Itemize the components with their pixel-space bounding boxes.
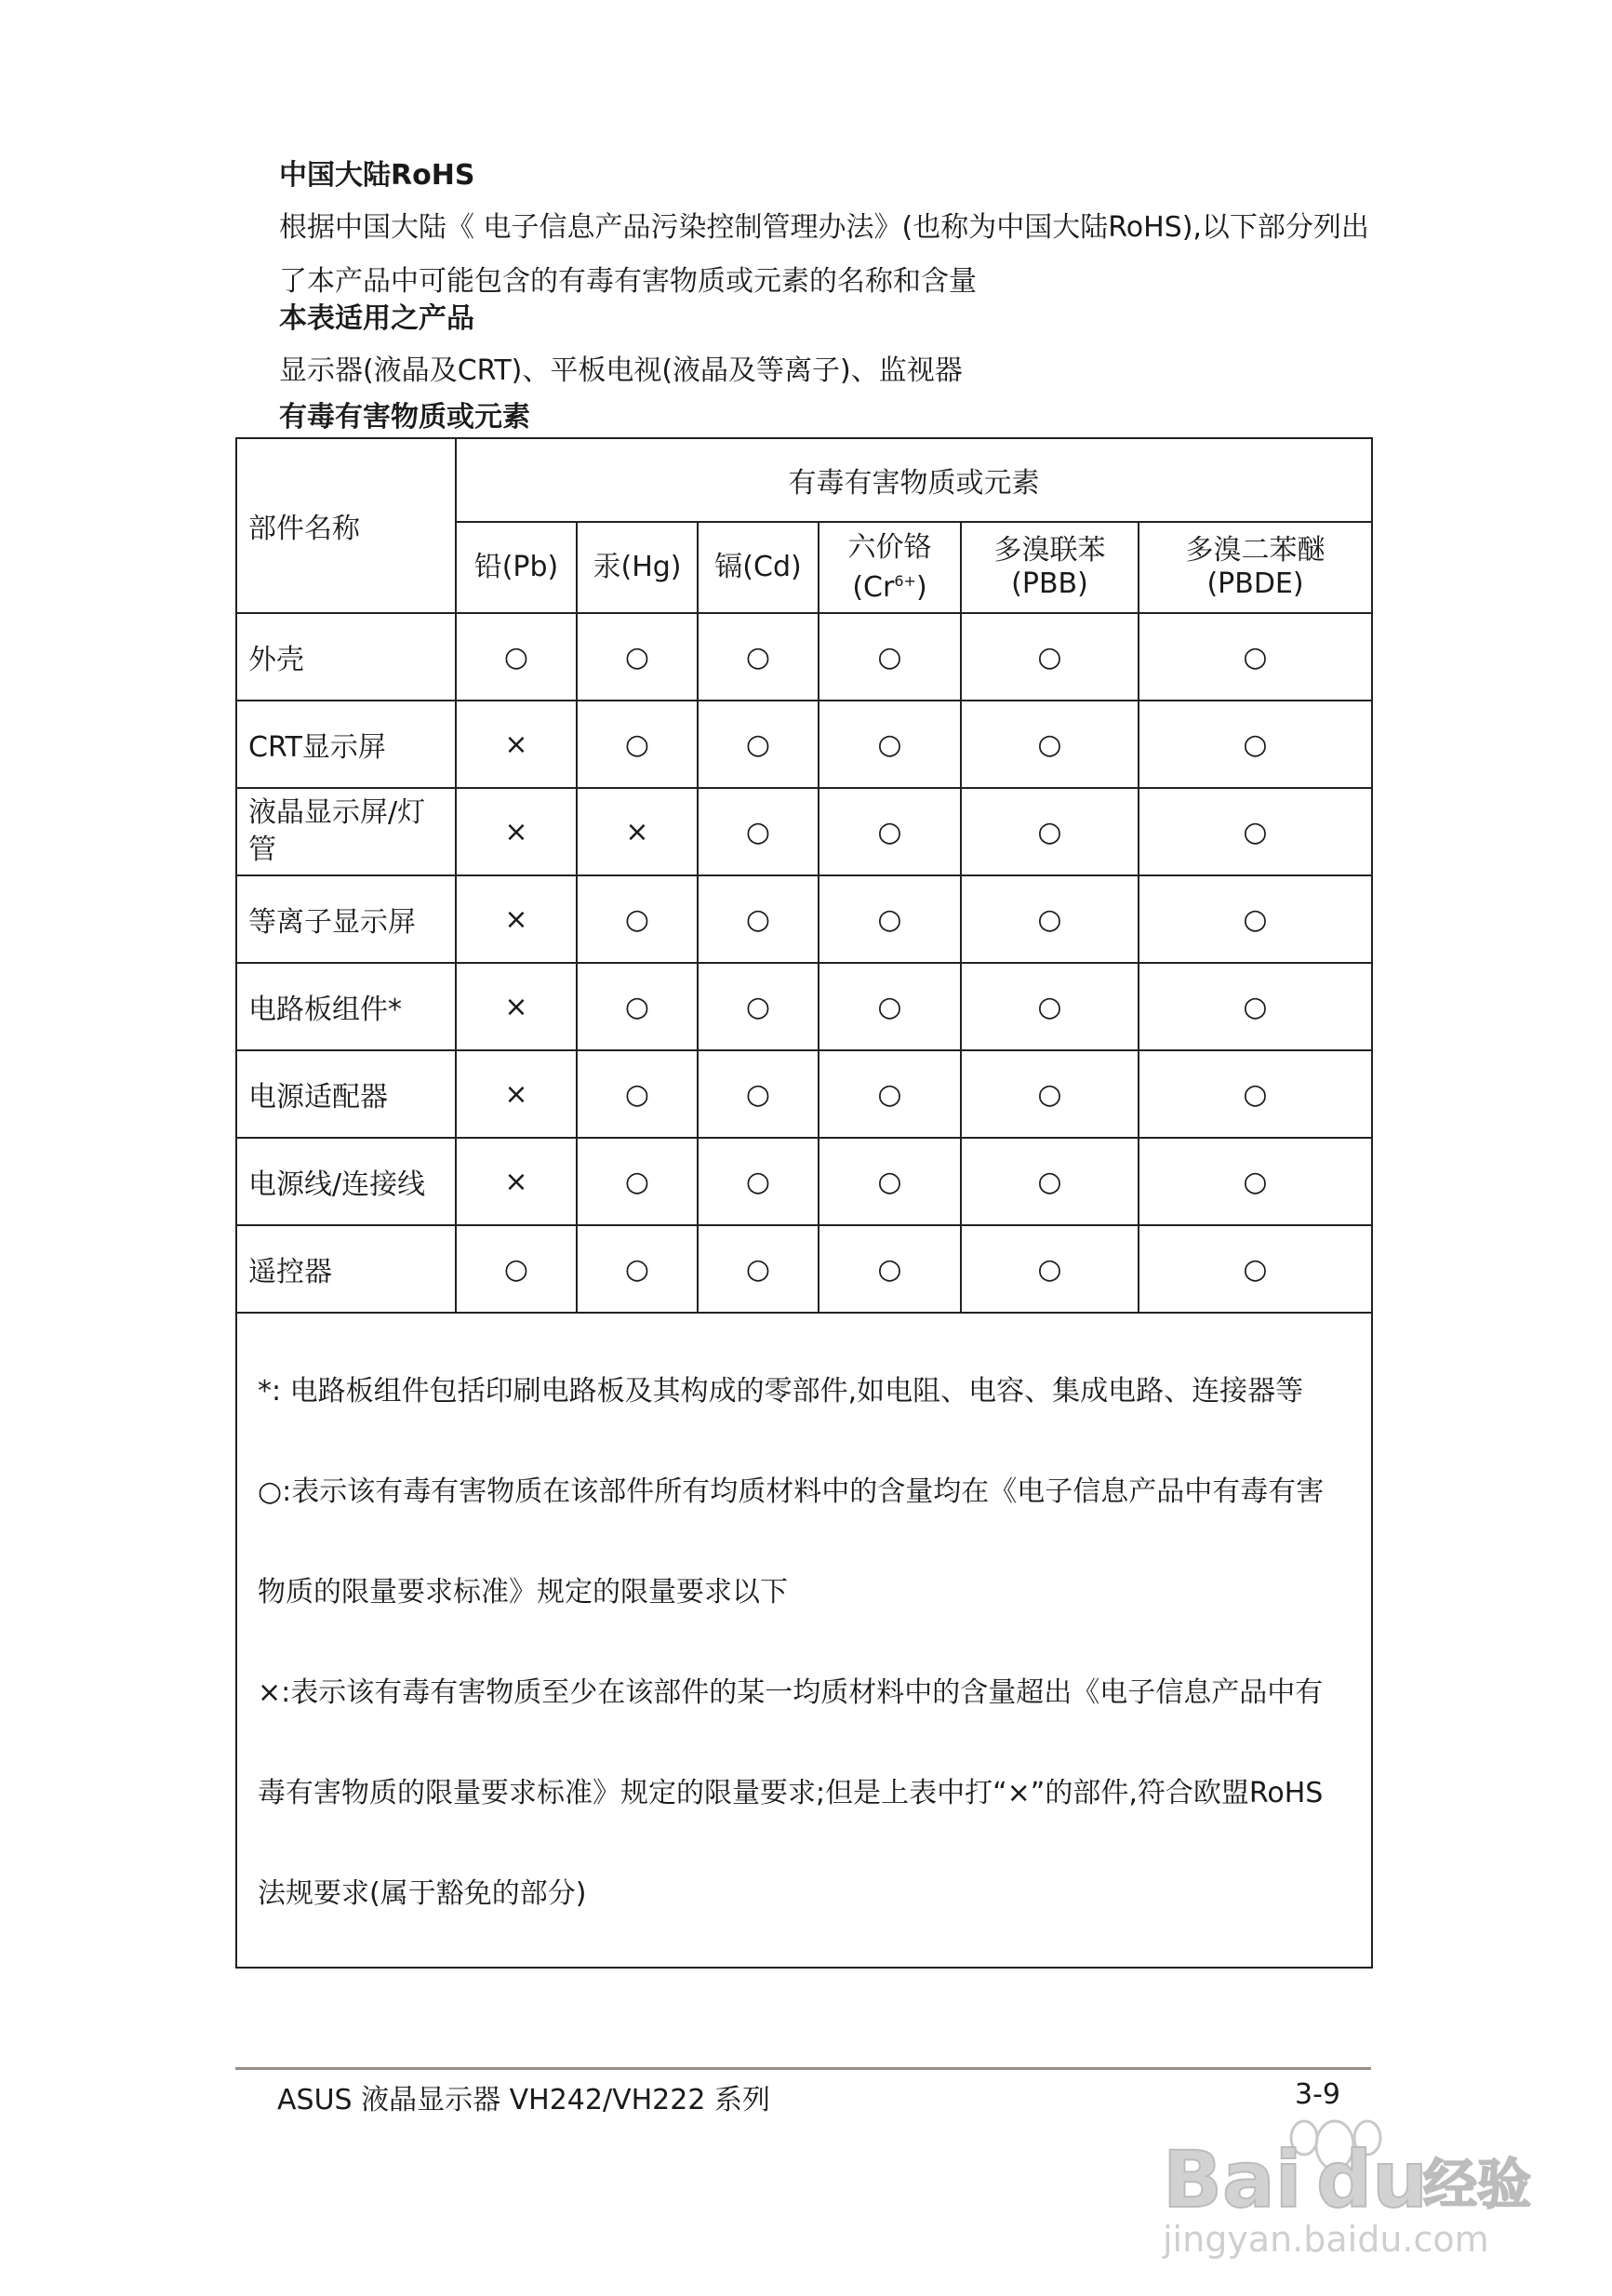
mark-cell: ○ — [1139, 1225, 1372, 1313]
watermark-cn: 经验 — [1423, 2153, 1532, 2216]
table-row — [236, 613, 1372, 701]
mark-cell: ○ — [577, 701, 698, 788]
col-header-pbb: 多溴联苯 (PBB) — [961, 522, 1139, 613]
mark-cell: × — [456, 875, 577, 963]
mark-cell: ○ — [819, 1225, 961, 1313]
table-title: 有毒有害物质或元素 — [279, 401, 530, 434]
mark-cell: ○ — [577, 1050, 698, 1138]
mark-cell: ○ — [698, 788, 819, 875]
table-row — [236, 1138, 1372, 1225]
part-name: 电源适配器 — [236, 1050, 456, 1138]
intro-paragraph: 根据中国大陆《 电子信息产品污染控制管理办法》(也称为中国大陆RoHS),以下部分列出了本产品中可能包含的有毒有害物质或元素的名称和含量 — [279, 211, 1369, 298]
mark-cell: ○ — [577, 1225, 698, 1313]
mark-cell: ○ — [698, 963, 819, 1050]
footer-rule — [235, 2067, 1371, 2070]
mark-cell: ○ — [961, 701, 1139, 788]
mark-cell: ○ — [577, 1138, 698, 1225]
mark-cell: ○ — [961, 1225, 1139, 1313]
mark-cell: ○ — [698, 875, 819, 963]
mark-cell: ○ — [1139, 875, 1372, 963]
mark-cell: ○ — [698, 1138, 819, 1225]
part-name: CRT显示屏 — [236, 701, 456, 788]
mark-cell: ○ — [819, 788, 961, 875]
section-title: 中国大陆RoHS — [279, 159, 475, 192]
notes-cell — [236, 1313, 1372, 1968]
mark-cell: ○ — [961, 963, 1139, 1050]
note-asterisk: *: 电路板组件包括印刷电路板及其构成的零部件,如电阻、电容、集成电路、连接器等 — [258, 1375, 1304, 1408]
part-name: 电源线/连接线 — [236, 1138, 456, 1225]
part-name: 液晶显示屏/灯管 — [236, 788, 456, 875]
notes-row — [236, 1313, 1372, 1968]
mark-cell: × — [456, 788, 577, 875]
footer-text: ASUS 液晶显示器 VH242/VH222 系列 — [277, 2084, 770, 2116]
mark-cell: ○ — [577, 963, 698, 1050]
rohs-table — [235, 437, 1373, 1969]
scope-title: 本表适用之产品 — [279, 302, 474, 335]
mark-cell: ○ — [961, 788, 1139, 875]
table-row — [236, 963, 1372, 1050]
mark-cell: ○ — [961, 613, 1139, 701]
table-row — [236, 875, 1372, 963]
watermark-brand2: du — [1316, 2134, 1428, 2225]
mark-cell: ○ — [819, 963, 961, 1050]
note-circle: ○:表示该有毒有害物质在该部件所有均质材料中的含量均在《电子信息产品中有毒有害物质的限量要求标准》规定的限量要求以下 — [258, 1475, 1325, 1609]
table-row — [236, 1050, 1372, 1138]
mark-cell: ○ — [577, 875, 698, 963]
mark-cell: ○ — [819, 1050, 961, 1138]
col-header-hg: 汞(Hg) — [577, 522, 698, 613]
mark-cell: ○ — [1139, 613, 1372, 701]
mark-cell: ○ — [698, 1225, 819, 1313]
mark-cell: ○ — [961, 1050, 1139, 1138]
mark-cell: × — [577, 788, 698, 875]
part-header: 部件名称 — [236, 438, 456, 613]
mark-cell: ○ — [577, 613, 698, 701]
table-row — [236, 788, 1372, 875]
col-header-cd: 镉(Cd) — [698, 522, 819, 613]
mark-cell: ○ — [1139, 1138, 1372, 1225]
mark-cell: ○ — [961, 875, 1139, 963]
mark-cell: ○ — [1139, 963, 1372, 1050]
mark-cell: ○ — [1139, 701, 1372, 788]
part-name: 等离子显示屏 — [236, 875, 456, 963]
mark-cell: × — [456, 1138, 577, 1225]
mark-cell: ○ — [698, 613, 819, 701]
page-number: 3-9 — [1295, 2078, 1340, 2111]
mark-cell: ○ — [1139, 788, 1372, 875]
baidu-watermark — [1144, 2102, 1535, 2261]
table-row — [236, 1225, 1372, 1313]
part-name: 电路板组件* — [236, 963, 456, 1050]
col-header-cr6: 六价铬 $(Cr^{6+})$ — [819, 522, 961, 613]
part-name: 外壳 — [236, 613, 456, 701]
mark-cell: ○ — [819, 701, 961, 788]
cr-superscript: 6+ — [894, 571, 916, 590]
part-name: 遥控器 — [236, 1225, 456, 1313]
table-row — [236, 701, 1372, 788]
watermark-brand: Bai — [1163, 2134, 1302, 2225]
mark-cell: ○ — [698, 701, 819, 788]
group-header: 有毒有害物质或元素 — [456, 438, 1372, 522]
mark-cell: ○ — [456, 613, 577, 701]
mark-cell: × — [456, 963, 577, 1050]
mark-cell: ○ — [698, 1050, 819, 1138]
watermark-url: jingyan.baidu.com — [1163, 2219, 1489, 2260]
col-header-pbde: 多溴二苯醚 (PBDE) — [1139, 522, 1372, 613]
mark-cell: × — [456, 701, 577, 788]
mark-cell: ○ — [819, 875, 961, 963]
mark-cell: ○ — [961, 1138, 1139, 1225]
note-cross: ×:表示该有毒有害物质至少在该部件的某一均质材料中的含量超出《电子信息产品中有毒有害物质的限量要求标准》规定的限量要求;但是上表中打“×”的部件,符合欧盟RoHS法规要求(属于豁免的部分) — [258, 1676, 1324, 1910]
col-header-pb: 铅(Pb) — [456, 522, 577, 613]
mark-cell: ○ — [819, 1138, 961, 1225]
mark-cell: ○ — [819, 613, 961, 701]
mark-cell: × — [456, 1050, 577, 1138]
mark-cell: ○ — [1139, 1050, 1372, 1138]
mark-cell: ○ — [456, 1225, 577, 1313]
scope-body: 显示器(液晶及CRT)、平板电视(液晶及等离子)、监视器 — [279, 354, 963, 387]
